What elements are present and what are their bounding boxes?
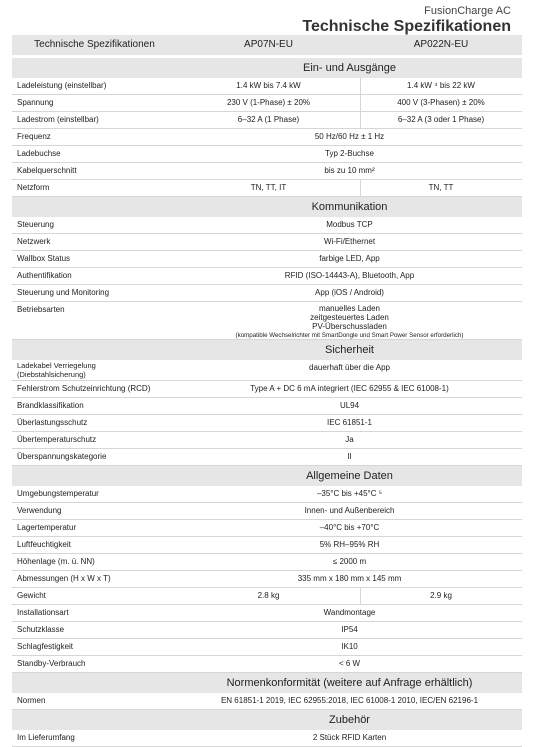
spec-value: RFID (ISO-14443-A), Bluetooth, App [284,271,415,280]
spec-value: Innen- und Außenbereich [304,506,395,515]
spec-label: Lagertemperatur [17,523,77,532]
spec-row [12,163,522,180]
spec-label: Ladekabel Verriegelung (Diebstahlsicherung) [17,361,96,379]
spec-row [12,693,522,710]
spec-label: Standby-Verbrauch [17,659,86,668]
spec-label: Übertemperaturschutz [17,435,97,444]
spec-value: Type A + DC 6 mA integriert (IEC 62955 & IEC 61008-1) [250,384,449,393]
column-header-ap022n: AP022N-EU [413,39,469,50]
spec-row [12,180,522,197]
spec-label: Steuerung [17,220,54,229]
spec-label: Abmessungen (H x W x T) [17,574,111,583]
spec-value: App (iOS / Android) [315,288,384,297]
section-title: Zubehör [329,714,370,726]
spec-value: Wi-Fi/Ethernet [323,237,376,246]
spec-label: Kabelquerschnitt [17,166,77,175]
spec-value-ap022n: 2.9 kg [430,591,452,600]
spec-row [12,415,522,432]
spec-value: 5% RH–95% RH [319,540,380,549]
spec-label: Netzform [17,183,50,192]
spec-row [12,146,522,163]
spec-row [12,129,522,146]
spec-value: –35°C bis +45°C ⁵ [316,489,383,498]
spec-label: Netzwerk [17,237,51,246]
spec-label: Höhenlage (m. ü. NN) [17,557,95,566]
section-header [12,58,522,78]
spec-value-line: PV-Überschussladen [312,322,387,331]
spec-value-ap07n: 2.8 kg [257,591,280,600]
spec-value: –40°C bis +70°C [319,523,380,532]
section-title: Normenkonformität (weitere auf Anfrage erhältlich) [226,677,473,689]
spec-value: II [347,452,352,461]
spec-row [12,268,522,285]
column-header-row [12,35,522,55]
spec-value-multiline [177,304,522,340]
spec-label: Authentifikation [17,271,72,280]
spec-row [12,360,522,381]
spec-value-ap07n: 6–32 A (1 Phase) [237,115,300,124]
spec-label: Brandklassifikation [17,401,84,410]
section-header [12,710,522,730]
spec-value: EN 61851-1 2019, IEC 62955:2018, IEC 61008-1 2010, IEC/EN 62196-1 [220,696,479,705]
spec-label: Normen [17,696,46,705]
spec-value-ap07n: TN, TT, IT [250,183,287,192]
section-title: Kommunikation [311,201,388,213]
section-title: Sicherheit [325,344,374,356]
section-title: Allgemeine Daten [306,470,393,482]
spec-row [12,112,522,129]
spec-label: Ladeleistung (einstellbar) [17,81,107,90]
section-header [12,340,522,360]
spec-value-line: zeitgesteuertes Laden [310,313,389,322]
spec-value: Typ 2-Buchse [325,149,374,158]
spec-row [12,302,522,340]
spec-label: Spannung [17,98,54,107]
spec-value: Wandmontage [323,608,376,617]
spec-label: Gewicht [17,591,46,600]
spec-value: < 6 W [338,659,361,668]
spec-row [12,588,522,605]
section-header [12,673,522,693]
spec-value-ap07n: 230 V (1-Phase) ± 20% [226,98,311,107]
spec-row [12,503,522,520]
spec-row [12,571,522,588]
spec-value: dauerhaft über die App [309,363,390,372]
spec-row [12,449,522,466]
spec-value: 50 Hz/60 Hz ± 1 Hz [314,132,385,141]
spec-label: Frequenz [17,132,51,141]
spec-row [12,285,522,302]
spec-row [12,95,522,112]
spec-table [12,58,522,747]
spec-row [12,639,522,656]
spec-row [12,520,522,537]
spec-value: IEC 61851-1 [327,418,372,427]
spec-value-ap022n: TN, TT [428,183,454,192]
spec-label: Im Lieferumfang [17,733,75,742]
spec-label: Schlagfestigkeit [17,642,74,651]
spec-value: bis zu 10 mm² [324,166,375,175]
spec-label: Verwendung [17,506,62,515]
spec-row [12,217,522,234]
spec-row [12,398,522,415]
spec-value: IP54 [341,625,358,634]
spec-row [12,656,522,673]
column-header-ap07n: AP07N-EU [244,39,293,50]
section-header [12,466,522,486]
spec-value: ≤ 2000 m [332,557,367,566]
spec-label: Ladebuchse [17,149,61,158]
spec-row [12,381,522,398]
spec-value-ap07n: 1.4 kW bis 7.4 kW [236,81,301,90]
spec-value: IK10 [341,642,358,651]
spec-value-ap022n: 6–32 A (3 oder 1 Phase) [397,115,485,124]
spec-row [12,554,522,571]
spec-row [12,234,522,251]
spec-value: 335 mm x 180 mm x 145 mm [297,574,402,583]
spec-row [12,622,522,639]
spec-value: Modbus TCP [326,220,373,229]
spec-row [12,730,522,747]
spec-label: Wallbox Status [17,254,71,263]
spec-value-ap022n: 400 V (3-Phasen) ± 20% [397,98,485,107]
spec-value: farbige LED, App [319,254,380,263]
spec-label: Betriebsarten [17,305,65,314]
spec-label: Überspannungskategorie [17,452,107,461]
section-title: Ein- und Ausgänge [303,62,396,74]
page-title: Technische Spezifikationen [302,18,511,35]
spec-label: Ladestrom (einstellbar) [17,115,99,124]
spec-label: Umgebungstemperatur [17,489,99,498]
spec-row [12,432,522,449]
spec-row [12,251,522,268]
brand-name: FusionCharge AC [424,5,511,17]
spec-row [12,605,522,622]
spec-label: Schutzklasse [17,625,65,634]
spec-value: Ja [345,435,354,444]
spec-label: Überlastungsschutz [17,418,88,427]
spec-label: Steuerung und Monitoring [17,288,110,297]
spec-value-ap022n: 1.4 kW ⁴ bis 22 kW [407,81,475,90]
column-header-label: Technische Spezifikationen [34,39,155,50]
spec-label: Installationsart [17,608,69,617]
section-header [12,197,522,217]
spec-value: 2 Stück RFID Karten [312,733,387,742]
spec-row [12,486,522,503]
spec-label: Fehlerstrom Schutzeinrichtung (RCD) [17,384,151,393]
page-header [302,4,511,36]
spec-label: Luftfeuchtigkeit [17,540,71,549]
spec-value: UL94 [339,401,360,410]
spec-row [12,78,522,95]
spec-row [12,537,522,554]
spec-value-line: manuelles Laden [319,304,380,313]
spec-value-note: (kompatible Wechselrichter mit SmartDongle und Smart Power Sensor erforderlich) [235,332,464,339]
